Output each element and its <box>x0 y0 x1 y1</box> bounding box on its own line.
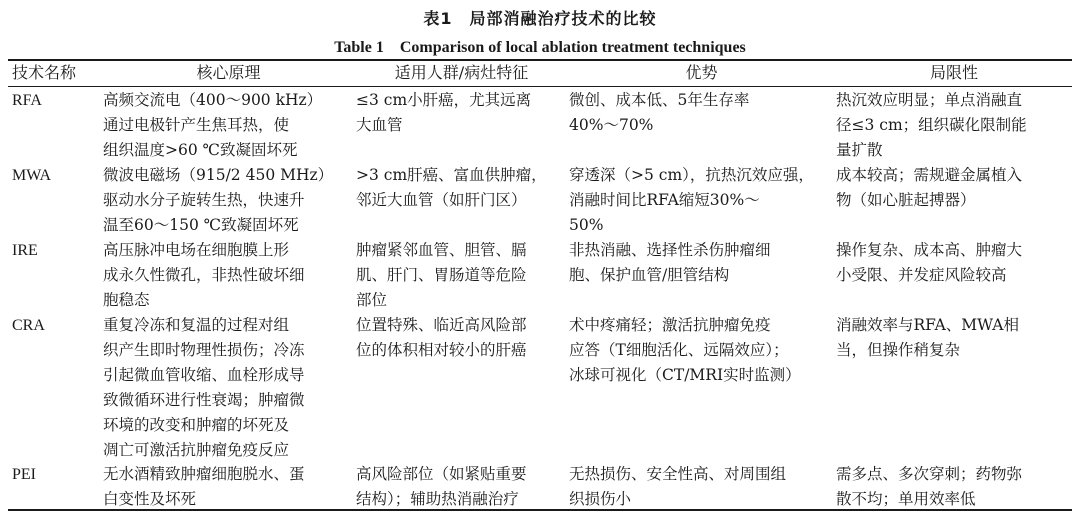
cell-text-line: 成本较高；需规避金属植入 <box>836 166 1023 184</box>
cell-text-line: 结构）；辅助热消融治疗 <box>356 490 519 508</box>
cell-advantage <box>569 163 814 238</box>
cell-text-line: 白变性及坏死 <box>103 490 197 508</box>
cell-text-line: ≤3 cm小肝癌，尤其远离 <box>356 91 532 109</box>
cell-text-line: 大血管 <box>356 116 403 134</box>
cell-text-line: 肿瘤紧邻血管、胆管、膈 <box>356 241 527 259</box>
cell-text-line: 应答（T细胞活化、远隔效应）； <box>569 341 789 359</box>
cell-limitation <box>836 163 1022 213</box>
cell-technique-name: PEI <box>12 466 36 483</box>
cell-advantage <box>569 313 801 388</box>
cell-text-line: 肌、肝门、胃肠道等危险 <box>356 266 527 284</box>
cell-text-line: 微波电磁场（915/2 450 MHz） <box>103 166 334 184</box>
cell-text-line: 织产生即时物理性损伤；冷冻 <box>103 341 305 359</box>
header-core-principle: 核心原理 <box>196 63 261 82</box>
cell-text-line: 消融时间比RFA缩短30%～ <box>569 191 760 209</box>
cell-principle <box>103 313 305 463</box>
cell-principle <box>103 88 322 163</box>
cell-indication <box>356 163 547 213</box>
cell-limitation <box>836 462 1022 512</box>
cell-text-line: 高风险部位（如紧贴重要 <box>356 465 527 483</box>
cell-technique-name: MWA <box>12 167 52 184</box>
cell-principle <box>103 462 305 512</box>
table-header-rule <box>8 86 1072 87</box>
cell-text-line: 部位 <box>356 291 388 309</box>
cell-limitation <box>836 238 1022 288</box>
cell-indication <box>356 313 527 363</box>
cell-text-line: 织损伤小 <box>569 490 632 508</box>
cell-text-line: 位的体积相对较小的肝癌 <box>356 341 527 359</box>
cell-text-line: 术中疼痛轻；激活抗肿瘤免疫 <box>569 316 771 334</box>
cell-technique-name: RFA <box>12 92 42 109</box>
table-bottom-rule <box>8 509 1072 511</box>
cell-advantage <box>569 88 749 138</box>
cell-text-line: 需多点、多次穿刺；药物弥 <box>836 465 1023 483</box>
cell-text-line: 高压脉冲电场在细胞膜上形 <box>103 241 290 259</box>
cell-text-line: 穿透深（>5 cm），抗热沉效应强， <box>569 166 814 184</box>
cell-text-line: 消融效率与RFA、MWA相 <box>836 316 1019 334</box>
cell-text-line: 当，但操作稍复杂 <box>836 341 961 359</box>
cell-text-line: 环境的改变和肿瘤的坏死及 <box>103 416 290 434</box>
cell-advantage <box>569 238 771 288</box>
cell-text-line: 物（如心脏起搏器） <box>836 191 976 209</box>
cell-text-line: 位置特殊、临近高风险部 <box>356 316 527 334</box>
cell-text-line: 微创、成本低、5年生存率 <box>569 91 750 109</box>
cell-indication <box>356 462 527 512</box>
cell-text-line: 非热消融、选择性杀伤肿瘤细 <box>569 241 771 259</box>
cell-technique-name: CRA <box>12 317 45 334</box>
cell-text-line: 冰球可视化（CT/MRI实时监测） <box>569 366 801 384</box>
cell-principle <box>103 163 333 238</box>
table-title-en: Table 1 Comparison of local ablation treatment techniques <box>334 39 746 56</box>
cell-limitation <box>836 88 1027 163</box>
cell-technique-name: IRE <box>12 242 38 259</box>
cell-text-line: 高频交流电（400～900 kHz） <box>103 91 323 109</box>
cell-text-line: 散不均；单用效率低 <box>836 490 976 508</box>
cell-text-line: 操作复杂、成本高、肿瘤大 <box>836 241 1023 259</box>
cell-indication <box>356 238 527 313</box>
cell-text-line: 量扩散 <box>836 141 883 159</box>
table-title-cn: 表1 局部消融治疗技术的比较 <box>423 9 657 28</box>
cell-text-line: 通过电极针产生焦耳热，使 <box>103 116 290 134</box>
cell-text-line: >3 cm肝癌、富血供肿瘤， <box>356 166 547 184</box>
cell-text-line: 引起微血管收缩、血栓形成导 <box>103 366 305 384</box>
cell-text-line: 无热损伤、安全性高、对周围组 <box>569 465 787 483</box>
cell-text-line: 成永久性微孔，非热性破坏细 <box>103 266 305 284</box>
cell-text-line: 凋亡可激活抗肿瘤免疫反应 <box>103 441 290 459</box>
cell-advantage <box>569 462 786 512</box>
header-advantage: 优势 <box>685 63 718 82</box>
cell-indication <box>356 88 531 138</box>
cell-text-line: 驱动水分子旋转生热，快速升 <box>103 191 305 209</box>
cell-text-line: 50% <box>569 216 604 234</box>
cell-text-line: 重复冷冻和复温的过程对组 <box>103 316 290 334</box>
cell-text-line: 40%～70% <box>569 116 654 134</box>
cell-text-line: 温至60～150 ℃致凝固坏死 <box>103 216 299 234</box>
cell-text-line: 致微循环进行性衰竭；肿瘤微 <box>103 391 305 409</box>
header-limitation: 局限性 <box>929 63 978 82</box>
cell-text-line: 热沉效应明显；单点消融直 <box>836 91 1023 109</box>
cell-text-line: 小受限、并发症风险较高 <box>836 266 1007 284</box>
cell-text-line: 胞、保护血管/胆管结构 <box>569 266 730 284</box>
header-indication: 适用人群/病灶特征 <box>394 63 529 82</box>
cell-principle <box>103 238 305 313</box>
cell-text-line: 组织温度>60 ℃致凝固坏死 <box>103 141 298 159</box>
cell-text-line: 胞稳态 <box>103 291 150 309</box>
cell-limitation <box>836 313 1019 363</box>
cell-text-line: 邻近大血管（如肝门区） <box>356 191 527 209</box>
cell-text-line: 无水酒精致肿瘤细胞脱水、蛋 <box>103 465 305 483</box>
header-technique-name: 技术名称 <box>12 63 77 82</box>
cell-text-line: 径≤3 cm；组织碳化限制能 <box>836 116 1027 134</box>
